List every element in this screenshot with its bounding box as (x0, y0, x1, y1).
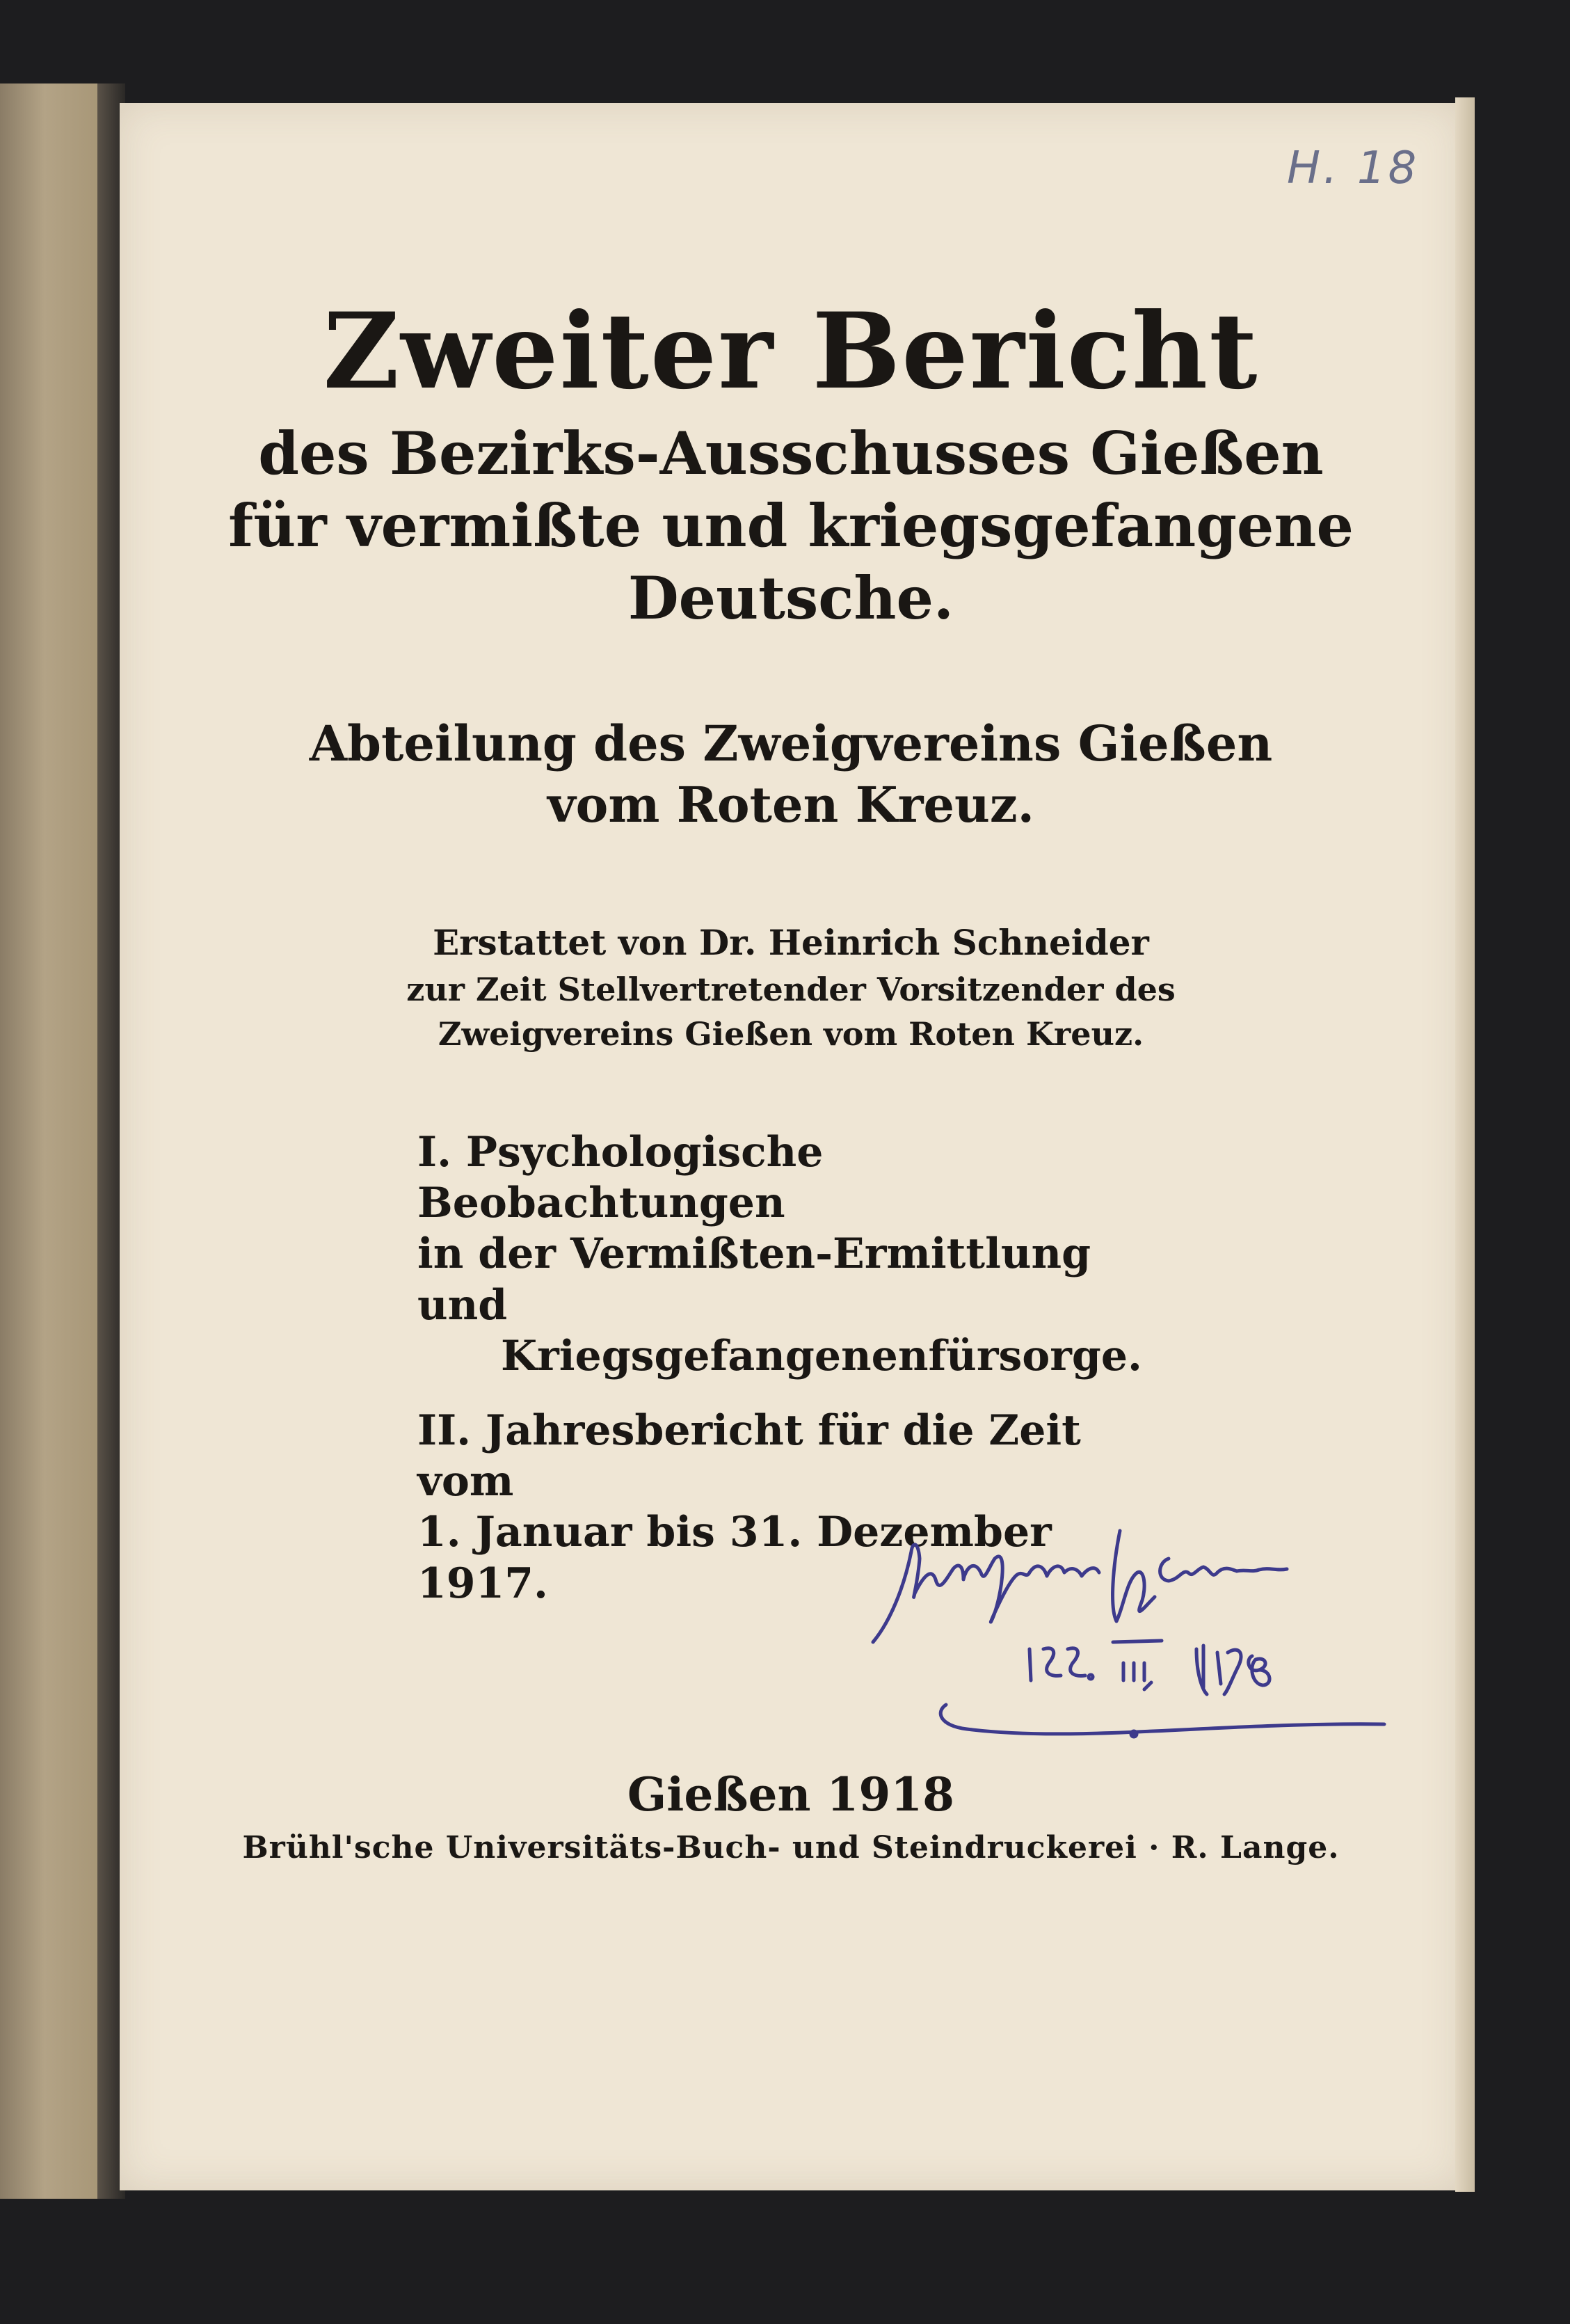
handwritten-signature (870, 1503, 1468, 1767)
book-cover-edge (0, 83, 111, 2199)
contents-line: in der Vermißten-Ermittlung und (417, 1229, 1091, 1330)
imprint-printer: Brühl'sche Universitäts-Buch- und Steindruckerei · R. Lange. (242, 1830, 1340, 1865)
imprint-place-year: Gießen 1918 (627, 1767, 955, 1822)
shelfmark-annotation: H. 18 (1287, 143, 1420, 194)
title-main: Zweiter Bericht (323, 290, 1259, 413)
title-subtitle-line: des Bezirks-Ausschusses Gießen (258, 419, 1324, 488)
title-subtitle-line: Deutsche. (627, 564, 954, 633)
contents-line: 1. Januar bis 31. Dezember 1917. (417, 1508, 1052, 1608)
section-line: vom Roten Kreuz. (547, 775, 1035, 834)
contents-line: I. Psychologische Beobachtungen (417, 1128, 824, 1228)
contents-line: II. Jahresbericht für die Zeit vom (417, 1406, 1081, 1506)
section-heading (120, 713, 1462, 835)
author-line: Erstattet von Dr. Heinrich Schneider (433, 922, 1149, 963)
page-edge (1455, 97, 1475, 2192)
author-line: Zweigvereins Gießen vom Roten Kreuz. (438, 1015, 1144, 1053)
section-line: Abteilung des Zweigvereins Gießen (309, 715, 1273, 772)
title-subtitle-line: für vermißte und kriegsgefangene (228, 491, 1354, 561)
title-subtitle (120, 417, 1462, 635)
author-statement (120, 918, 1462, 1057)
contents-line: Kriegsgefangenenfürsorge. (501, 1331, 1142, 1380)
contents-item (417, 1127, 1141, 1382)
author-line: zur Zeit Stellvertretender Vorsitzender des (406, 971, 1176, 1008)
